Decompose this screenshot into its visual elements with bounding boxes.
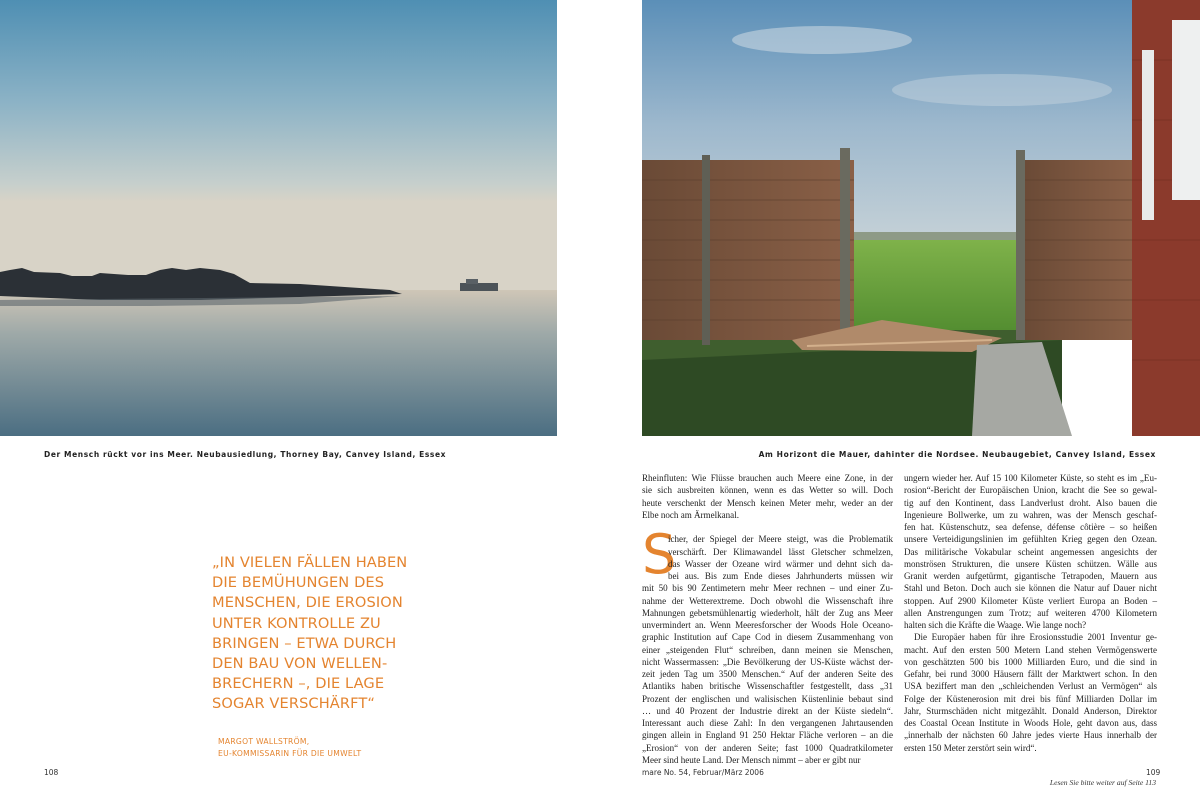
photo-canvey-island: [642, 0, 1200, 436]
article-line: Ingenieure Bollwerke, um zu wahren, was der Mensch geschaf-: [904, 509, 1157, 520]
drop-cap-letter: S: [642, 523, 677, 586]
continue-note: Lesen Sie bitte weiter auf Seite 113: [1049, 778, 1156, 787]
article-line: … und 40 Prozent der Industrie direkt an der Küste siedeln“.: [642, 705, 893, 716]
article-column-1: [642, 472, 893, 766]
article-line: stoppen. Auf 2900 Kilometer Küste verliert Europa an Boden –: [904, 595, 1157, 606]
article-line: USA beziffert man den „schleichenden Verlust an Vermögen“ als: [904, 681, 1157, 692]
fence-image: [642, 0, 1200, 436]
article-line: unsere Verteidigungslinien im gefühlten Krieg gegen den Ozean.: [904, 534, 1157, 545]
article-line: Das militärische Vokabular scheint angemessen angesichts der: [904, 546, 1157, 557]
article-line: ersten 150 Meter zerstört sein wird“.: [904, 742, 1037, 753]
article-line: Stahl und Beton. Doch auch sie können die Natur auf Dauer nicht: [904, 583, 1157, 594]
article-line: macht. Auf den ersten 500 Metern Land stehen Vermögenswerte: [904, 644, 1157, 655]
article-line: von geschätzten 500 bis 1000 Milliarden Euro, und die sind in: [904, 656, 1157, 667]
article-line: Interessant auch diese Zahl: In den vergangenen Jahrtausenden: [642, 718, 893, 728]
article-line: tig auf den Kontinent, dass Landverlust droht. Also bauen die: [904, 497, 1157, 508]
article-line: Granit werden aufgetürmt, gigantische Tetrapoden, Mauern aus: [904, 571, 1157, 581]
article-line: allen Anstrengungen zum Trotz; auf weiteren 4700 Kilometern: [904, 607, 1157, 618]
article-line: verschärft. Der Klimawandel lässt Gletscher schmelzen,: [668, 546, 893, 557]
article-line: icher, der Spiegel der Meere steigt, was die Problematik: [668, 534, 893, 545]
article-line: bei aus. Bis zum Ende dieses Jahrhunderts müssen wir: [668, 571, 893, 581]
article-line: Jahr, Sturmschäden nicht mitgezählt. Donald Anderson, Direktor: [904, 705, 1157, 716]
article-line: nicht Wassermassen: „Die Bevölkerung der US-Küste wächst der-: [642, 656, 893, 667]
pull-quote-line: BRINGEN – ETWA DURCH: [212, 634, 397, 652]
article-line: gingen allein in England 91 250 Hektar Fläche verloren – an die: [642, 730, 893, 741]
pull-quote: [212, 553, 412, 715]
pull-quote-line: „IN VIELEN FÄLLEN HABEN: [212, 554, 408, 571]
article-line: des Coastal Ocean Institute in Woods Hole, geht davon aus, dass: [904, 718, 1157, 728]
article-line: sie sich ausbreiten können, wenn es das Wetter so will. Doch: [642, 485, 893, 496]
article-line: „Erosion“ von der anderen Seite; fast 1000 Quadratkilometer: [642, 742, 893, 753]
article-line: zeit jeden Tag um 3500 Menschen.“ Auf der anderen Seite des: [642, 669, 893, 679]
quote-author: MARGOT WALLSTRÖM,: [218, 737, 310, 746]
article-line: fen hat. Küstenschutz, sea defense, défense côtière – so heißen: [904, 522, 1157, 532]
photo-caption-left: Der Mensch rückt vor ins Meer. Neubausiedlung, Thorney Bay, Canvey Island, Essex: [44, 450, 447, 459]
page-number-left: 108: [44, 768, 59, 777]
quote-author-role: EU-KOMMISSARIN FÜR DIE UMWELT: [218, 749, 362, 758]
article-line: monströsen Strukturen, die unsere Küsten schützen. Wälle aus: [904, 558, 1157, 569]
article-line: Elbe noch am Ärmelkanal.: [642, 509, 739, 520]
photo-thorney-bay: [0, 0, 557, 436]
pull-quote-line: UNTER KONTROLLE ZU: [212, 614, 381, 632]
article-line: rosion“-Bericht der Europäischen Union, kracht die See so gewal-: [904, 485, 1157, 496]
article-line: graphic Institution auf Cape Cod in diesem Zusammenhang von: [642, 632, 893, 643]
pull-quote-line: BRECHERN –, DIE LAGE: [212, 675, 385, 693]
pull-quote-line: SOGAR VERSCHÄRFT“: [212, 695, 376, 713]
article-line: Atlantiks haben britische Wissenschaftler festgestellt, dass „31: [642, 681, 893, 692]
quote-attribution: [218, 736, 361, 760]
article-line: Prozent der englischen und walisischen Küstenlinie bebaut sind: [642, 693, 893, 704]
article-line: Folge der Küstenerosion mit drei bis fünf Milliarden Dollar im: [904, 693, 1157, 704]
article-line: Die Europäer haben für ihre Erosionsstudie 2001 Inventur ge-: [914, 632, 1157, 643]
pull-quote-line: DEN BAU VON WELLEN-: [212, 655, 388, 673]
article-line: Meer sind heute Land. Der Mensch nimmt – aber er gibt nur: [642, 754, 861, 765]
article-line: „innerhalb der nächsten 60 Jahre jedes vierte Haus innerhalb der: [904, 730, 1157, 741]
article-line: [642, 521, 893, 533]
article-line: nahme der Wetterextreme. Doch obwohl die Wissenschaft ihre: [642, 595, 893, 606]
article-line: Gefahr, bei rund 3000 Häusern fällt der Marktwert schon. In den: [904, 669, 1157, 679]
page-number-right: 109: [1146, 768, 1161, 777]
article-line: unvermindert an. Wenn Meeresforscher der Woods Hole Oceano-: [642, 620, 893, 630]
article-line: Rheinfluten: Wie Flüsse brauchen auch Meere eine Zone, in der: [642, 473, 893, 483]
article-line: mit 50 bis 90 Zentimetern mehr Meer rechnen – und einer Zu-: [642, 583, 893, 594]
seascape-image: [0, 0, 557, 436]
article-line: das Wasser der Ozeane wird wärmer und dehnt sich da-: [668, 558, 893, 569]
article-line: ungern wieder her. Auf 15 100 Kilometer Küste, so steht es im „Eu-: [904, 473, 1157, 483]
photo-caption-right: Am Horizont die Mauer, dahinter die Nordsee. Neubaugebiet, Canvey Island, Essex: [758, 450, 1156, 459]
article-line: Mahnungen gebetsmühlenartig wiederholt, hält der Zug ans Meer: [642, 607, 893, 618]
article-column-2: [904, 472, 1157, 754]
pull-quote-line: MENSCHEN, DIE EROSION: [212, 594, 403, 612]
article-line: einer „steigenden Flut“ schreiben, dann meinen sie Menschen,: [642, 644, 893, 655]
article-line: heute verschenkt der Mensch keinen Meter mehr, weder an der: [642, 497, 893, 508]
pull-quote-line: DIE BEMÜHUNGEN DES: [212, 574, 385, 592]
article-line: halten sich die Kräfte die Waage. Wie lange noch?: [904, 620, 1087, 630]
magazine-issue: mare No. 54, Februar/März 2006: [642, 768, 764, 777]
